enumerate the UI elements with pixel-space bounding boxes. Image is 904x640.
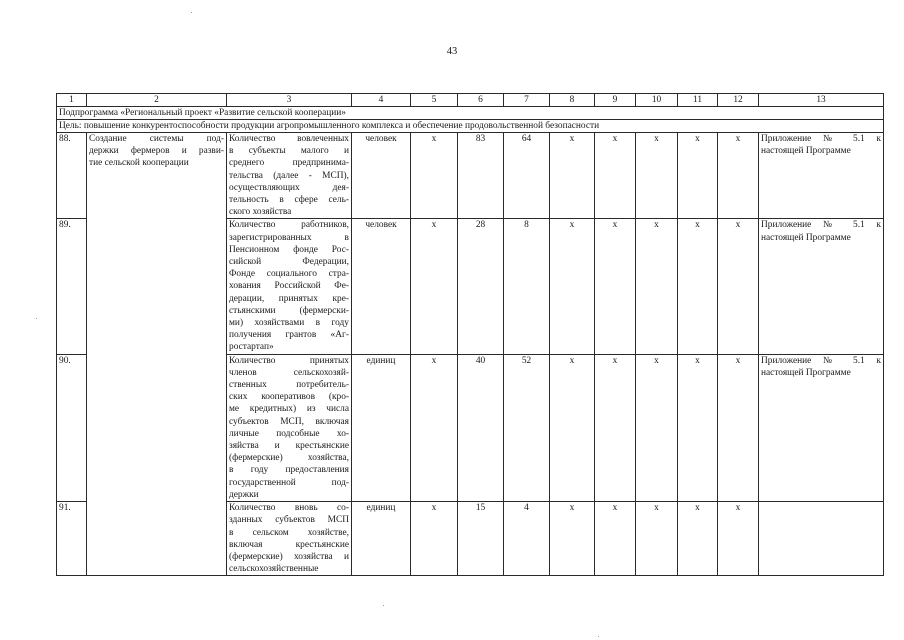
unit-cell: человек — [352, 219, 411, 354]
value-cell: x — [550, 354, 595, 501]
header-cell: 6 — [458, 94, 504, 107]
value-cell: x — [550, 133, 595, 219]
text-line: Количество работников, — [229, 220, 349, 231]
text-line: Приложение № 5.1 к — [761, 134, 881, 144]
text-line: тельность в сфере сель- — [229, 195, 349, 206]
header-cell: 9 — [595, 94, 636, 107]
subprogram-row — [57, 107, 884, 120]
header-cell: 2 — [87, 94, 227, 107]
value-cell: x — [550, 502, 595, 576]
value-cell: x — [678, 219, 718, 354]
text-line: Количество вновь со- — [229, 503, 349, 514]
text-line: личные подсобные хо- — [229, 428, 349, 439]
row-number: 89. — [57, 219, 87, 354]
header-row — [57, 94, 884, 107]
text-line: настоящей Программе — [761, 146, 851, 157]
text-line: включая крестьянские — [229, 539, 349, 550]
value-cell: x — [595, 502, 636, 576]
value-cell: 52 — [504, 354, 550, 501]
text-line: Пенсионном фонде Рос- — [229, 244, 349, 255]
text-line: дерации, принятых кре- — [229, 293, 349, 304]
text-line: ского хозяйства — [229, 207, 292, 218]
header-cell: 1 — [57, 94, 87, 107]
unit-cell: единиц — [352, 354, 411, 501]
value-cell: 15 — [458, 502, 504, 576]
header-cell: 13 — [759, 94, 884, 107]
scan-speck — [191, 12, 192, 13]
text-line: государственной под- — [229, 477, 349, 488]
text-line: в сельском хозяйстве, — [229, 527, 349, 538]
text-line: Приложение № 5.1 к — [761, 220, 881, 231]
text-line: получения грантов «Аг- — [229, 330, 349, 341]
value-cell: x — [678, 133, 718, 219]
header-cell: 12 — [718, 94, 759, 107]
text-line: Количество принятых — [229, 355, 349, 366]
text-line: сельскохозяйственные — [229, 564, 319, 575]
goal-row — [57, 120, 884, 133]
scan-speck — [598, 636, 599, 637]
measure-cell — [87, 133, 227, 576]
reference-cell — [759, 502, 884, 576]
header-cell: 8 — [550, 94, 595, 107]
reference-cell — [759, 354, 884, 501]
subprogram-title: Подпрограмма «Региональный проект «Развитие сельской кооперации» — [57, 107, 884, 120]
row-number: 91. — [57, 502, 87, 576]
reference-cell — [759, 133, 884, 219]
value-cell: x — [595, 354, 636, 501]
value-cell: x — [411, 354, 458, 501]
value-cell: 64 — [504, 133, 550, 219]
goal-text: Цель: повышение конкурентоспособности продукции агропромышленного комплекса и обеспечение продовольственной безопасности — [57, 120, 884, 133]
text-line: (фермерские) хозяйства и — [229, 551, 349, 562]
header-cell: 5 — [411, 94, 458, 107]
value-cell: x — [595, 219, 636, 354]
text-line: Количество вовлеченных — [229, 134, 349, 144]
text-line: держки — [229, 489, 259, 500]
row-number: 88. — [57, 133, 87, 219]
text-line: Создание системы под- — [89, 134, 224, 144]
text-line: зданных субъектов МСП — [229, 515, 349, 526]
page-number: 43 — [446, 46, 458, 57]
value-cell: x — [636, 219, 678, 354]
value-cell: 8 — [504, 219, 550, 354]
value-cell: x — [678, 502, 718, 576]
header-cell: 4 — [352, 94, 411, 107]
value-cell: x — [718, 133, 759, 219]
text-line: стьянскими (фермерски- — [229, 305, 349, 316]
text-line: тие сельской кооперации — [89, 158, 189, 169]
value-cell: 83 — [458, 133, 504, 219]
scan-speck — [36, 318, 37, 319]
value-cell: x — [718, 219, 759, 354]
text-line: зяйства и крестьянские — [229, 441, 349, 452]
value-cell: x — [411, 502, 458, 576]
reference-cell — [759, 219, 884, 354]
text-line: Приложение № 5.1 к — [761, 355, 881, 366]
text-line: в году предоставления — [229, 465, 349, 476]
value-cell: x — [718, 354, 759, 501]
text-line: держки фермеров и разви- — [89, 146, 224, 157]
value-cell: x — [678, 354, 718, 501]
text-line: настоящей Программе — [761, 367, 851, 378]
indicator-cell — [227, 133, 352, 219]
text-line: ме кредитных) из числа — [229, 404, 349, 415]
text-line: ских кооперативов (кро- — [229, 392, 349, 403]
unit-cell: человек — [352, 133, 411, 219]
text-line: зарегистрированных в — [229, 232, 349, 243]
value-cell: x — [595, 133, 636, 219]
header-cell: 7 — [504, 94, 550, 107]
value-cell: 40 — [458, 354, 504, 501]
value-cell: x — [411, 133, 458, 219]
text-line: ственных потребитель- — [229, 380, 349, 391]
text-line: субъектов МСП, включая — [229, 416, 349, 427]
text-line: ми) хозяйствами в году — [229, 318, 349, 329]
header-cell: 11 — [678, 94, 718, 107]
text-line: в субъекты малого и — [229, 146, 349, 157]
text-line: (фермерские) хозяйства, — [229, 453, 349, 464]
text-line: сийской Федерации, — [229, 257, 349, 268]
table-row — [57, 133, 884, 219]
text-line: ростартап» — [229, 342, 274, 353]
text-line: членов сельскохозяй- — [229, 367, 349, 378]
table-body — [57, 94, 884, 576]
value-cell: 28 — [458, 219, 504, 354]
value-cell: x — [718, 502, 759, 576]
row-number: 90. — [57, 354, 87, 501]
indicators-table — [56, 93, 884, 576]
value-cell: x — [636, 502, 678, 576]
unit-cell: единиц — [352, 502, 411, 576]
indicator-cell — [227, 502, 352, 576]
text-line: среднего предпринима- — [229, 158, 349, 169]
text-line: настоящей Программе — [761, 232, 851, 243]
header-cell: 3 — [227, 94, 352, 107]
scan-speck — [383, 605, 384, 606]
indicator-cell — [227, 354, 352, 501]
text-line: осуществляющих дея- — [229, 182, 349, 193]
value-cell: x — [636, 133, 678, 219]
value-cell: x — [636, 354, 678, 501]
value-cell: x — [550, 219, 595, 354]
value-cell: x — [411, 219, 458, 354]
header-cell: 10 — [636, 94, 678, 107]
indicator-cell — [227, 219, 352, 354]
text-line: Фонде социального стра- — [229, 269, 349, 280]
text-line: хования Российской Фе- — [229, 281, 349, 292]
value-cell: 4 — [504, 502, 550, 576]
text-line: тельства (далее - МСП), — [229, 170, 349, 181]
